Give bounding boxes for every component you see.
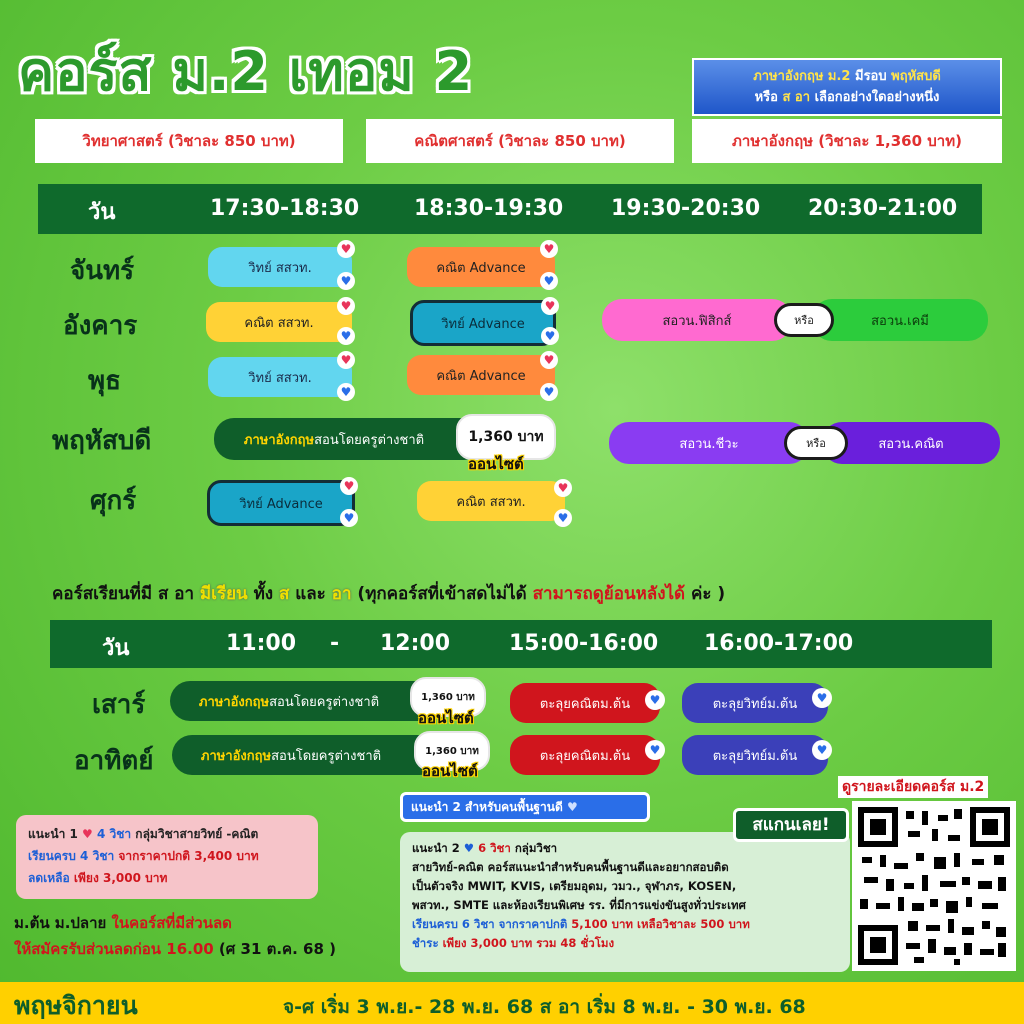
slot-3: 19:30-20:30	[611, 196, 761, 221]
sat-english-price: 1,360 บาท	[410, 677, 486, 717]
thu-online-label: ออนไซต์	[468, 455, 524, 473]
sat-sci-drill[interactable]: ตะลุยวิทย์ม.ต้น	[682, 683, 828, 723]
weekday-header	[38, 184, 982, 234]
weekend-header: วัน 11:00 - 12:00 15:00-16:00 16:00-17:00	[50, 620, 992, 668]
wed-math-advance[interactable]: คณิต Advance	[407, 355, 555, 395]
heart-icon: ♥	[340, 509, 358, 527]
thu-bio-olympiad[interactable]: สอวน.ชีวะ	[609, 422, 809, 464]
tue-sci-advance[interactable]: วิทย์ Advance	[410, 300, 556, 346]
thu-english-price: 1,360 บาท	[456, 414, 556, 460]
footer-dates: จ-ศ เริ่ม 3 พ.ย.- 28 พ.ย. 68 ส อา เริ่ม 8 พ.ย. - 30 พ.ย. 68	[283, 996, 806, 1018]
math-price: คณิตศาสตร์ (วิชาละ 850 บาท)	[366, 119, 674, 163]
heart-icon: ♥	[541, 297, 559, 315]
sun-math-drill[interactable]: ตะลุยคณิตม.ต้น	[510, 735, 660, 775]
day-wed: พุธ	[88, 366, 122, 396]
footer-bar	[0, 982, 1024, 1024]
heart-icon: ♥	[540, 240, 558, 258]
or-badge: หรือ	[784, 426, 848, 460]
day-fri: ศุกร์	[90, 486, 137, 516]
heart-icon: ♥	[337, 327, 355, 345]
heart-icon: ♥	[812, 688, 832, 708]
heart-icon: ♥	[541, 327, 559, 345]
sun-english-price: 1,360 บาท	[414, 731, 490, 771]
fri-sci-advance[interactable]: วิทย์ Advance	[207, 480, 355, 526]
page-title: คอร์ส ม.2 เทอม 2	[18, 40, 474, 103]
mon-math-advance[interactable]: คณิต Advance	[407, 247, 555, 287]
recommendation-2-tag: แนะนำ 2 สำหรับคนพื้นฐานดี ♥	[400, 792, 650, 822]
sun-english[interactable]: ภาษาอังกฤษ สอนโดยครูต่างชาติ	[172, 735, 440, 775]
day-sun: อาทิตย์	[74, 746, 154, 776]
day-tue: อังคาร	[63, 311, 138, 341]
header-day: วัน	[88, 200, 116, 225]
sat-english[interactable]: ภาษาอังกฤษ สอนโดยครูต่างชาติ	[170, 681, 438, 721]
heart-icon: ♥	[812, 740, 832, 760]
tue-math-basic[interactable]: คณิต สสวท.	[206, 302, 352, 342]
heart-icon: ♥	[554, 509, 572, 527]
qr-code[interactable]	[852, 801, 1016, 971]
heart-icon: ♥	[540, 383, 558, 401]
heart-icon: ♥	[337, 272, 355, 290]
heart-icon: ♥	[463, 841, 475, 855]
heart-icon: ♥	[337, 240, 355, 258]
footer-month: พฤษจิกายน	[14, 991, 138, 1020]
sun-online-label: ออนไซต์	[422, 762, 478, 780]
fri-math-basic[interactable]: คณิต สสวท.	[417, 481, 565, 521]
qr-code-image	[858, 807, 1010, 965]
mon-sci-basic[interactable]: วิทย์ สสวท.	[208, 247, 352, 287]
slot-1: 17:30-18:30	[210, 196, 360, 221]
recommendation-1: แนะนำ 1 ♥ 4 วิชา กลุ่มวิชาสายวิทย์ -คณิต เรียนครบ 4 วิชา จากราคาปกติ 3,400 บาท ลดเหลือ เพียง 3,000 บาท	[16, 815, 318, 899]
heart-icon: ♥	[645, 690, 665, 710]
day-thu: พฤหัสบดี	[52, 426, 152, 456]
day-sat: เสาร์	[92, 690, 146, 720]
slot-2: 18:30-19:30	[414, 196, 564, 221]
scan-now-badge: สแกนเลย!	[733, 808, 849, 842]
qr-caption: ดูรายละเอียดคอร์ส ม.2	[838, 776, 988, 798]
heart-icon: ♥	[540, 351, 558, 369]
sat-math-drill[interactable]: ตะลุยคณิตม.ต้น	[510, 683, 660, 723]
heart-icon: ♥	[566, 800, 578, 814]
science-price: วิทยาศาสตร์ (วิชาละ 850 บาท)	[35, 119, 343, 163]
heart-icon: ♥	[82, 827, 93, 841]
day-mon: จันทร์	[70, 256, 135, 286]
heart-icon: ♥	[554, 479, 572, 497]
heart-icon: ♥	[337, 297, 355, 315]
heart-icon: ♥	[337, 383, 355, 401]
sat-online-label: ออนไซต์	[418, 709, 474, 727]
heart-icon: ♥	[337, 351, 355, 369]
tue-physics-olympiad[interactable]: สอวน.ฟิสิกส์	[602, 299, 792, 341]
thu-english[interactable]: ภาษาอังกฤษ สอนโดยครูต่างชาติ	[214, 418, 484, 460]
english-round-note: ภาษาอังกฤษ ม.2 มีรอบ พฤหัสบดี หรือ ส อา เลือกอย่างใดอย่างหนึ่ง	[692, 58, 1002, 116]
wed-sci-basic[interactable]: วิทย์ สสวท.	[208, 357, 352, 397]
weekend-note: คอร์สเรียนที่มี ส อา มีเรียน ทั้ง ส และ อา (ทุกคอร์สที่เข้าสดไม่ได้ สามารถดูย้อนหลังได้ ค่ะ )	[52, 584, 726, 604]
heart-icon: ♥	[340, 477, 358, 495]
or-badge: หรือ	[774, 303, 834, 337]
slot-4: 20:30-21:00	[808, 196, 958, 221]
sun-sci-drill[interactable]: ตะลุยวิทย์ม.ต้น	[682, 735, 828, 775]
thu-math-olympiad[interactable]: สอวน.คณิต	[822, 422, 1000, 464]
discount-notice: ม.ต้น ม.ปลาย ในคอร์สที่มีส่วนลด ให้สมัครรับส่วนลดก่อน 16.00 (ศ 31 ต.ค. 68 )	[14, 914, 336, 958]
recommendation-2: แนะนำ 2 ♥ 6 วิชา กลุ่มวิชา สายวิทย์-คณิต คอร์สแนะนำสำหรับคนพื้นฐานดีและอยากสอบติด เป็นตัวจริง MWIT, KVIS, เตรียมอุดม, วมว., จุฬาภร, KOSEN, พสวท., SMTE และห้องเรียนพิเศษ รร. ที่มีการแข่งขันสูงทั่วประเทศ เรียนครบ 6 วิชา จากราคาปกติ 5,100 บาท เหลือวิชาละ 500 บาท ชำระ เพียง 3,000 บาท รวม 48 ชั่วโมง	[400, 832, 850, 972]
tue-chem-olympiad[interactable]: สอวน.เคมี	[812, 299, 988, 341]
heart-icon: ♥	[645, 740, 665, 760]
heart-icon: ♥	[540, 272, 558, 290]
english-price: ภาษาอังกฤษ (วิชาละ 1,360 บาท)	[692, 119, 1002, 163]
